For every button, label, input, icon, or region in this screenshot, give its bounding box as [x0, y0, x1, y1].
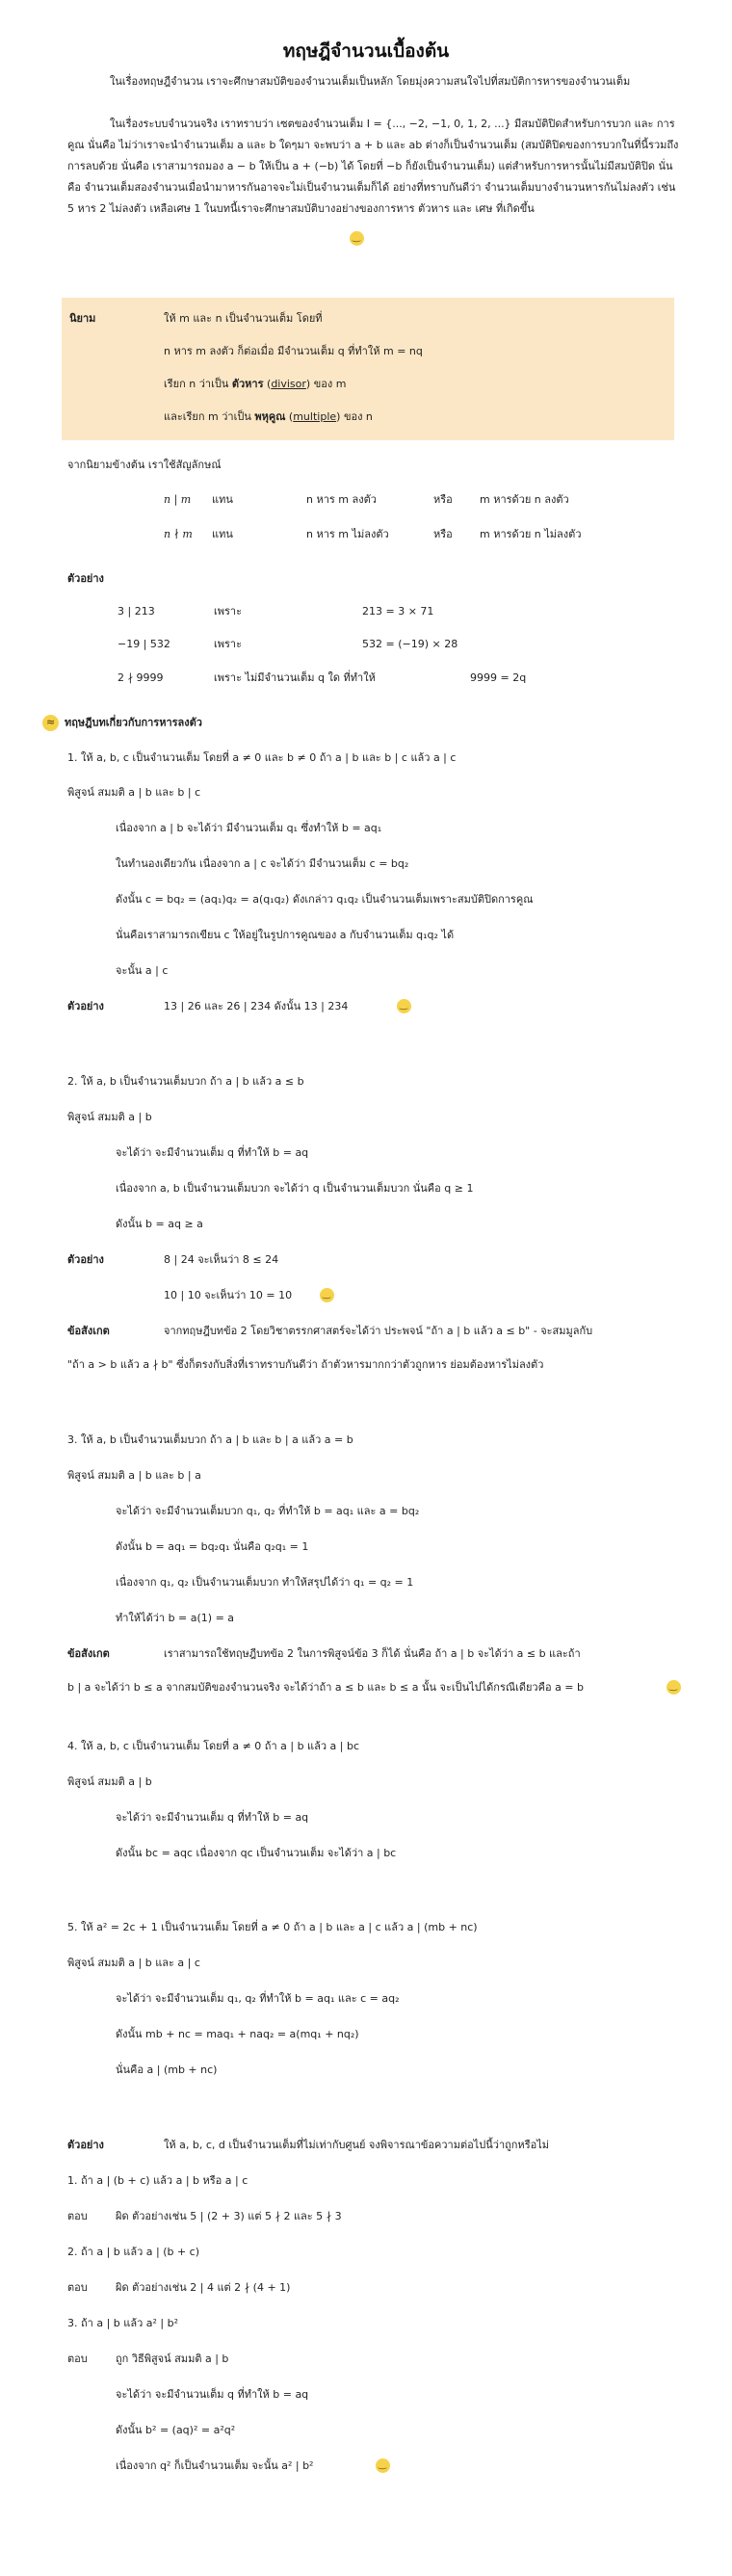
exercise-question-1: 1. ถ้า a | (b + c) แล้ว a | b หรือ a | c [67, 2174, 248, 2187]
exercise-intro: ให้ a, b, c, d เป็นจำนวนเต็มที่ไม่เท่ากับศูนย์ จงพิจารณาข้อความต่อไปนี้ว่าถูกหรือไม่ [164, 2139, 549, 2151]
example-1-expr: 3 | 213 [118, 605, 155, 618]
exercise-answer-3: ถูก วิธีพิสูจน์ สมมติ a | b [116, 2353, 229, 2365]
exercise-label: ตัวอย่าง [67, 2139, 104, 2151]
theorem-3-line-3: เนื่องจาก q₁, q₂ เป็นจำนวนเต็มบวก ทำให้สรุปได้ว่า q₁ = q₂ = 1 [116, 1576, 414, 1589]
theorem-3-line-2: ดังนั้น b = aq₁ = bq₂q₁ นั่นคือ q₂q₁ = 1 [116, 1540, 309, 1553]
theorem-3-note-line-2: b | a จะได้ว่า b ≤ a จากสมบัติของจำนวนจริง จะได้ว่าถ้า a ≤ b และ b ≤ a นั้น จะเป็นไปได้กรณีเดียวคือ a = b [67, 1681, 585, 1694]
theorem-2-note-label: ข้อสังเกต [67, 1325, 110, 1337]
example-2-expr: −19 | 532 [118, 638, 170, 650]
section-heading-text: ทฤษฎีบทเกี่ยวกับการหารลงตัว [65, 716, 202, 729]
intro-paragraph-2: ในเรื่องระบบจำนวนจริง เราทราบว่า เซตของจำนวนเต็ม I = {..., −2, −1, 0, 1, 2, ...} มีสมบัติปิดสำหรับการบวก และ การคูณ นั่นคือ ไม่ว่าเราจะนำจำนวนเต็ม a และ b ใดๆมา จะพบว่า a + b และ ab ต่างก็เป็นจำนวนเต็ม (สมบัติปิดของการบวกในที่นี้รวมถึงการลบด้วย นั่นคือ เราสามารถมอง a − b ให้เป็น a + (−b) ได้ โดยที่ −b ก็ยังเป็นจำนวนเต็ม) แต่สำหรับการหารนั้นไม่มีสมบัติปิด นั่นคือ จำนวนเต็มสองจำนวนเมื่อนำมาหารกันอาจจะไม่เป็นจำนวนเต็มก็ได้ อย่างที่ทราบกันดีว่า จำนวนเต็มบางจำนวนหารกันไม่ลงตัว เช่น 5 หาร 2 ไม่ลงตัว เหลือเศษ 1 ในบทนี้เราจะศึกษาสมบัติบางอย่างของการหาร ตัวหาร และ เศษ ที่เกิดขึ้น [67, 118, 679, 215]
theorem-1-line-5: จะนั้น a | c [116, 964, 169, 977]
theorem-1-example: 13 | 26 และ 26 | 234 ดังนั้น 13 | 234 [164, 1000, 349, 1012]
theorem-4-statement: 4. ให้ a, b, c เป็นจำนวนเต็ม โดยที่ a ≠ 0 ถ้า a | b แล้ว a | bc [67, 1740, 360, 1752]
examples-label: ตัวอย่าง [67, 572, 104, 585]
theorem-1-line-2: ในทำนองเดียวกัน เนื่องจาก a | c จะได้ว่า มีจำนวนเต็ม c = bq₂ [116, 857, 409, 870]
notation-intro: จากนิยามข้างต้น เราใช้สัญลักษณ์ [67, 459, 222, 471]
exercise-answer-3-label: ตอบ [67, 2353, 88, 2365]
theorem-4-proof: พิสูจน์ สมมติ a | b [67, 1775, 152, 1788]
notation-alt-2: m หารด้วย n ไม่ลงตัว [480, 528, 582, 540]
smile-emoji-icon [320, 1288, 334, 1302]
theorem-1-line-3: ดังนั้น c = bq₂ = (aq₁)q₂ = a(q₁q₂) ดังเกล่าว q₁q₂ เป็นจำนวนเต็มเพราะสมบัติปิดการคูณ [116, 893, 534, 906]
smile-emoji-icon [376, 2458, 390, 2473]
theorem-3-line-1: จะได้ว่า จะมีจำนวนเต็มบวก q₁, q₂ ที่ทำให้ b = aq₁ และ a = bq₂ [116, 1505, 420, 1517]
divisor-english: divisor [271, 378, 306, 390]
exercise-question-3: 3. ถ้า a | b แล้ว a² | b² [67, 2317, 178, 2329]
definition-line-4-pre: และเรียก m ว่าเป็น [164, 410, 251, 423]
multiple-english: multiple [293, 410, 337, 423]
notation-or-2: หรือ [433, 528, 453, 540]
definition-line-3-post: ของ m [313, 378, 347, 390]
theorem-3-proof: พิสูจน์ สมมติ a | b และ b | a [67, 1469, 201, 1482]
theorem-2-proof: พิสูจน์ สมมติ a | b [67, 1111, 152, 1123]
example-2-eq: 532 = (−19) × 28 [362, 638, 458, 650]
theorem-5-proof: พิสูจน์ สมมติ a | b และ a | c [67, 1957, 200, 1969]
definition-line-3-pre: เรียก n ว่าเป็น [164, 378, 229, 390]
theorem-5-line-2: ดังนั้น mb + nc = maq₁ + naq₂ = a(mq₁ + nq₂) [116, 2028, 359, 2040]
theorem-5-statement: 5. ให้ a² = 2c + 1 เป็นจำนวนเต็ม โดยที่ a ≠ 0 ถ้า a | b และ a | c แล้ว a | (mb + nc) [67, 1921, 478, 1933]
definition-line-4-post: ของ n [343, 410, 373, 423]
exercise-line-2: ดังนั้น b² = (aq)² = a²q² [116, 2424, 236, 2436]
definition-line-4: และเรียก m ว่าเป็น พหุคูณ (multiple) ของ n [164, 410, 373, 423]
theorem-3-line-4: ทำให้ได้ว่า b = a(1) = a [116, 1612, 235, 1624]
page-title: ทฤษฎีจำนวนเบื้องต้น [282, 40, 450, 62]
definition-label: นิยาม [69, 312, 96, 325]
notation-alt-1: m หารด้วย n ลงตัว [480, 493, 569, 506]
example-3-because: เพราะ ไม่มีจำนวนเต็ม q ใด ที่ทำให้ [214, 671, 376, 684]
definition-line-1: ให้ m และ n เป็นจำนวนเต็ม โดยที่ [164, 312, 323, 325]
theorem-2-note-line-1: จากทฤษฎีบทข้อ 2 โดยวิชาตรรกศาสตร์จะได้ว่า ประพจน์ "ถ้า a | b แล้ว a ≤ b" - จะสมมูลกับ [164, 1325, 593, 1337]
divisor-term: ตัวหาร [231, 378, 264, 390]
smile-emoji-icon [350, 231, 364, 246]
smile-emoji-icon [667, 1680, 681, 1695]
notation-means-1: แทน [212, 493, 233, 506]
theorem-1-line-1: เนื่องจาก a | b จะได้ว่า มีจำนวนเต็ม q₁ ซึ่งทำให้ b = aq₁ [116, 822, 382, 834]
section-heading [42, 715, 202, 731]
theorem-1-example-label: ตัวอย่าง [67, 1000, 104, 1012]
theorem-3-note-label: ข้อสังเกต [67, 1647, 110, 1660]
notation-symbol-1: n | m [164, 493, 192, 506]
theorem-1-proof: พิสูจน์ สมมติ a | b และ b | c [67, 786, 201, 799]
theorem-1-line-4: นั่นคือเราสามารถเขียน c ให้อยู่ในรูปการคูณของ a กับจำนวนเต็ม q₁q₂ ได้ [116, 929, 455, 941]
definition-line-3: เรียก n ว่าเป็น ตัวหาร (divisor) ของ m [164, 378, 347, 390]
theorem-2-line-1: จะได้ว่า จะมีจำนวนเต็ม q ที่ทำให้ b = aq [116, 1146, 309, 1159]
theorem-4-line-1: จะได้ว่า จะมีจำนวนเต็ม q ที่ทำให้ b = aq [116, 1811, 309, 1824]
theorem-2-line-2: เนื่องจาก a, b เป็นจำนวนเต็มบวก จะได้ว่า q เป็นจำนวนเต็มบวก นั่นคือ q ≥ 1 [116, 1182, 474, 1195]
theorem-3-note-line-1: เราสามารถใช้ทฤษฎีบทข้อ 2 ในการพิสูจน์ข้อ 3 ก็ได้ นั่นคือ ถ้า a | b จะได้ว่า a ≤ b และถ้า [164, 1647, 581, 1660]
scared-emoji-icon [397, 999, 411, 1013]
theorem-5-line-1: จะได้ว่า จะมีจำนวนเต็ม q₁, q₂ ที่ทำให้ b = aq₁ และ c = aq₂ [116, 1992, 400, 2005]
exercise-answer-2-label: ตอบ [67, 2281, 88, 2294]
definition-line-2: n หาร m ลงตัว ก็ต่อเมื่อ มีจำนวนเต็ม q ที่ทำให้ m = nq [164, 345, 423, 357]
exercise-line-3: เนื่องจาก q² ก็เป็นจำนวนเต็ม จะนั้น a² | b² [116, 2459, 314, 2472]
theorem-1-statement: 1. ให้ a, b, c เป็นจำนวนเต็ม โดยที่ a ≠ 0 และ b ≠ 0 ถ้า a | b และ b | c แล้ว a | c [67, 751, 457, 764]
example-3-expr: 2 ∤ 9999 [118, 671, 164, 684]
theorem-2-statement: 2. ให้ a, b เป็นจำนวนเต็มบวก ถ้า a | b แล้ว a ≤ b [67, 1075, 304, 1088]
thinking-emoji-icon [42, 715, 59, 731]
notation-desc-1: n หาร m ลงตัว [306, 493, 377, 506]
notation-desc-2: n หาร m ไม่ลงตัว [306, 528, 389, 540]
theorem-5-line-3: นั่นคือ a | (mb + nc) [116, 2063, 218, 2076]
notation-symbol-2: n ∤ m [164, 528, 193, 540]
exercise-question-2: 2. ถ้า a | b แล้ว a | (b + c) [67, 2246, 200, 2258]
multiple-term: พหุคูณ [254, 410, 286, 423]
example-1-because: เพราะ [214, 605, 243, 618]
exercise-answer-1: ผิด ตัวอย่างเช่น 5 | (2 + 3) แต่ 5 ∤ 2 และ 5 ∤ 3 [116, 2210, 342, 2222]
intro-paragraph-1: ในเรื่องทฤษฎีจำนวน เราจะศึกษาสมบัติของจำนวนเต็มเป็นหลัก โดยมุ่งความสนใจไปที่สมบัติการหารของจำนวนเต็ม [110, 75, 631, 88]
example-2-because: เพราะ [214, 638, 243, 650]
theorem-3-statement: 3. ให้ a, b เป็นจำนวนเต็มบวก ถ้า a | b และ b | a แล้ว a = b [67, 1433, 353, 1446]
notation-or-1: หรือ [433, 493, 453, 506]
example-1-eq: 213 = 3 × 71 [362, 605, 434, 618]
theorem-2-line-3: ดังนั้น b = aq ≥ a [116, 1218, 203, 1230]
theorem-2-example-1: 8 | 24 จะเห็นว่า 8 ≤ 24 [164, 1253, 279, 1266]
notation-means-2: แทน [212, 528, 233, 540]
exercise-line-1: จะได้ว่า จะมีจำนวนเต็ม q ที่ทำให้ b = aq [116, 2388, 309, 2401]
exercise-answer-2: ผิด ตัวอย่างเช่น 2 | 4 แต่ 2 ∤ (4 + 1) [116, 2281, 291, 2294]
theorem-4-line-2: ดังนั้น bc = aqc เนื่องจาก qc เป็นจำนวนเต็ม จะได้ว่า a | bc [116, 1847, 397, 1859]
example-3-eq: 9999 = 2q [470, 671, 527, 684]
theorem-2-example-label: ตัวอย่าง [67, 1253, 104, 1266]
theorem-2-example-2: 10 | 10 จะเห็นว่า 10 = 10 [164, 1289, 293, 1301]
exercise-answer-1-label: ตอบ [67, 2210, 88, 2222]
theorem-2-note-line-2: "ถ้า a > b แล้ว a ∤ b" ซึ่งก็ตรงกับสิ่งที่เราทราบกันดีว่า ถ้าตัวหารมากกว่าตัวถูกหาร ย่อมต้องหารไม่ลงตัว [67, 1358, 544, 1371]
